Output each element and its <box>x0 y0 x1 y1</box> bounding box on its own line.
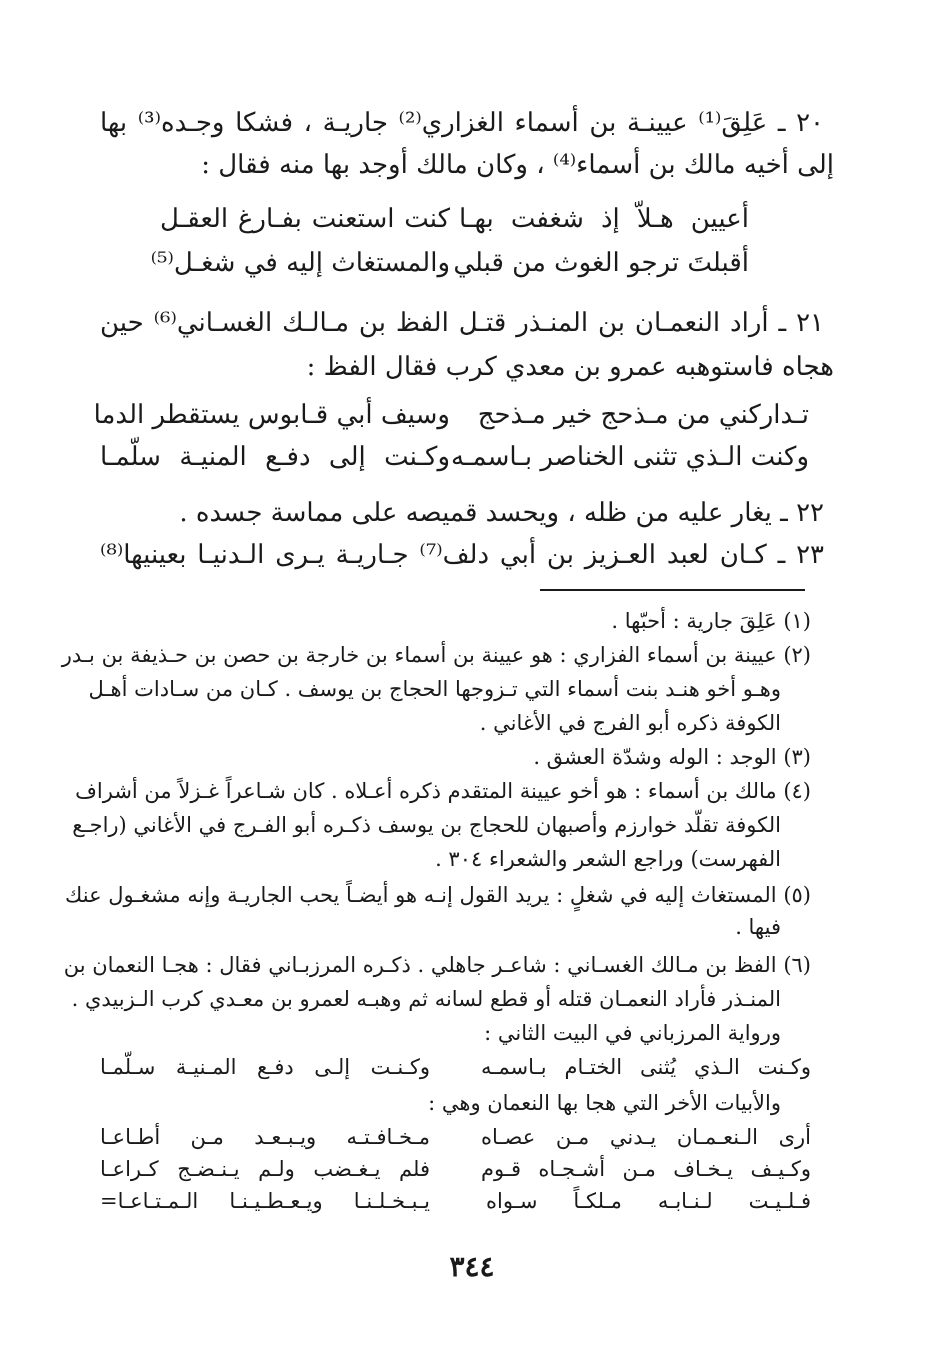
footnote-verse-4-second-hemistich: يـبـخـلـنـا ويـعـطـيـنـا الـمـتـاعـا= <box>100 1189 430 1213</box>
verse-3-second-hemistich: وسيف أبي قـابوس يستقطر الدما <box>93 400 450 430</box>
verse-1-second-hemistich: كنت استعنت بفـارغ العقـل <box>160 204 450 234</box>
verse-3-first-hemistich: تـداركني من مـذحج خير مـذحج <box>477 400 809 430</box>
verse-2-second-hemistich: والمستغاث إليه في شغـل⁽⁵⁾ <box>150 248 450 278</box>
footnote-verse-1-second-hemistich: وكـنـت إلـى دفـع المـنيـة سـلّمـا <box>100 1055 430 1079</box>
footnote-4-line-3: الفهرست) وراجع الشعر والشعراء ٣٠٤ . <box>435 847 781 871</box>
verse-4-first-hemistich: وكنت الـذي تثنى الخناصر بـاسمـه <box>451 442 809 472</box>
footnote-separator <box>540 589 805 591</box>
footnote-verse-1-first-hemistich: وكـنت الـذي يُثنى الختـام بـاسمـه <box>481 1055 811 1079</box>
footnote-6-line-1: (٦) الفظ بن مـالك الغسـاني : شاعـر جاهلي . ذكـره المرزبـاني فقال : هجـا النعمان بن <box>63 953 811 977</box>
footnote-5-line-1: (٥) المستغاث إليه في شغلٍ : يريد القول إنـه هو أيضـاً يحب الجاريـة وإنه مشغـول عنك <box>65 883 811 907</box>
footnote-6-line-4: والأبيات الأخر التي هجا بها النعمان وهي : <box>428 1091 781 1115</box>
footnote-5-line-2: فيها . <box>735 915 781 939</box>
footnote-2-line-3: الكوفة ذكره أبو الفرج في الأغاني . <box>479 711 781 735</box>
footnote-verse-4-first-hemistich: فـلـيـت لـنـابـه مـلكـاً سـواه <box>486 1189 811 1213</box>
footnote-verse-3-first-hemistich: وكـيـف يـخـاف مـن أشـجـاه قـوم <box>481 1157 811 1181</box>
verse-1-first-hemistich: أعيين هـلاّ إذ شغفت بهـا <box>459 204 749 234</box>
footnote-6-line-2: المنـذر فأراد النعمـان قتله أو قطع لسانه ثم وهبـه لعمرو بن معـدي كرب الـزبيدي . <box>71 987 781 1011</box>
footnote-6-line-3: ورواية المرزباني في البيت الثاني : <box>484 1021 781 1045</box>
verse-2-first-hemistich: أقبلتَ ترجو الغوث من قبلي <box>453 248 749 278</box>
para-22: ٢٢ ـ يغار عليه من ظله ، ويحسد قميصه على مماسة جسده . <box>179 498 824 528</box>
para-21-line-1: ٢١ ـ أراد النعمـان بن المنـذر قتـل الفظ بن مـالـك الغسـاني⁽⁶⁾ حين <box>100 308 824 338</box>
footnote-1: (١) عَلِقَ جارية : أحبّها . <box>611 609 811 633</box>
verse-4-second-hemistich: وكـنت إلى دفـع المنيـة سلّمـا <box>100 442 450 472</box>
footnote-verse-2-first-hemistich: أرى الـنعـمـان يـدني مـن عصـاه <box>481 1125 811 1149</box>
para-20-line-2: إلى أخيه مالك بن أسماء⁽⁴⁾ ، وكان مالك أوجد بها منه فقال : <box>201 150 834 180</box>
para-21-line-2: هجاه فاستوهبه عمرو بن معدي كرب فقال الفظ : <box>306 352 834 382</box>
footnote-4-line-2: الكوفة تقلّد خوارزم وأصبهان للحجاج بن يوسف ذكـره أبو الفـرج في الأغاني (راجـع <box>72 813 781 837</box>
footnote-3: (٣) الوجد : الوله وشدّة العشق . <box>533 745 811 769</box>
footnote-2-line-2: وهـو أخو هنـد بنت أسماء التي تـزوجها الحجاج بن يوسف . كـان من سـادات أهـل <box>88 677 781 701</box>
footnote-4-line-1: (٤) مالك بن أسماء : هو أخو عيينة المتقدم ذكره أعـلاه . كان شـاعراً غـزلاً من أشراف <box>75 779 811 803</box>
para-23-line-1: ٢٣ ـ كـان لعبد العـزيز بن أبي دلف⁽⁷⁾ جـاريـة يـرى الـدنيـا بعينيها⁽⁸⁾ <box>100 540 824 570</box>
footnote-verse-3-second-hemistich: فلم يـغـضب ولـم يـنـضـج كـراعـا <box>100 1157 430 1181</box>
para-20-line-1: ٢٠ ـ عَلِقَ⁽¹⁾ عيينـة بن أسماء الغزاري⁽²⁾ جاريـة ، فشكا وجـده⁽³⁾ بها <box>100 108 824 138</box>
footnote-2-line-1: (٢) عيينة بن أسماء الفزاري : هو عيينة بن أسماء بن خارجة بن حصن بن حـذيفة بن بـدر <box>61 643 811 667</box>
page-number: ٣٤٤ <box>449 1250 495 1283</box>
footnote-verse-2-second-hemistich: مـخـافـتـه ويـبـعـد مـن أطـاعـا <box>100 1125 430 1149</box>
